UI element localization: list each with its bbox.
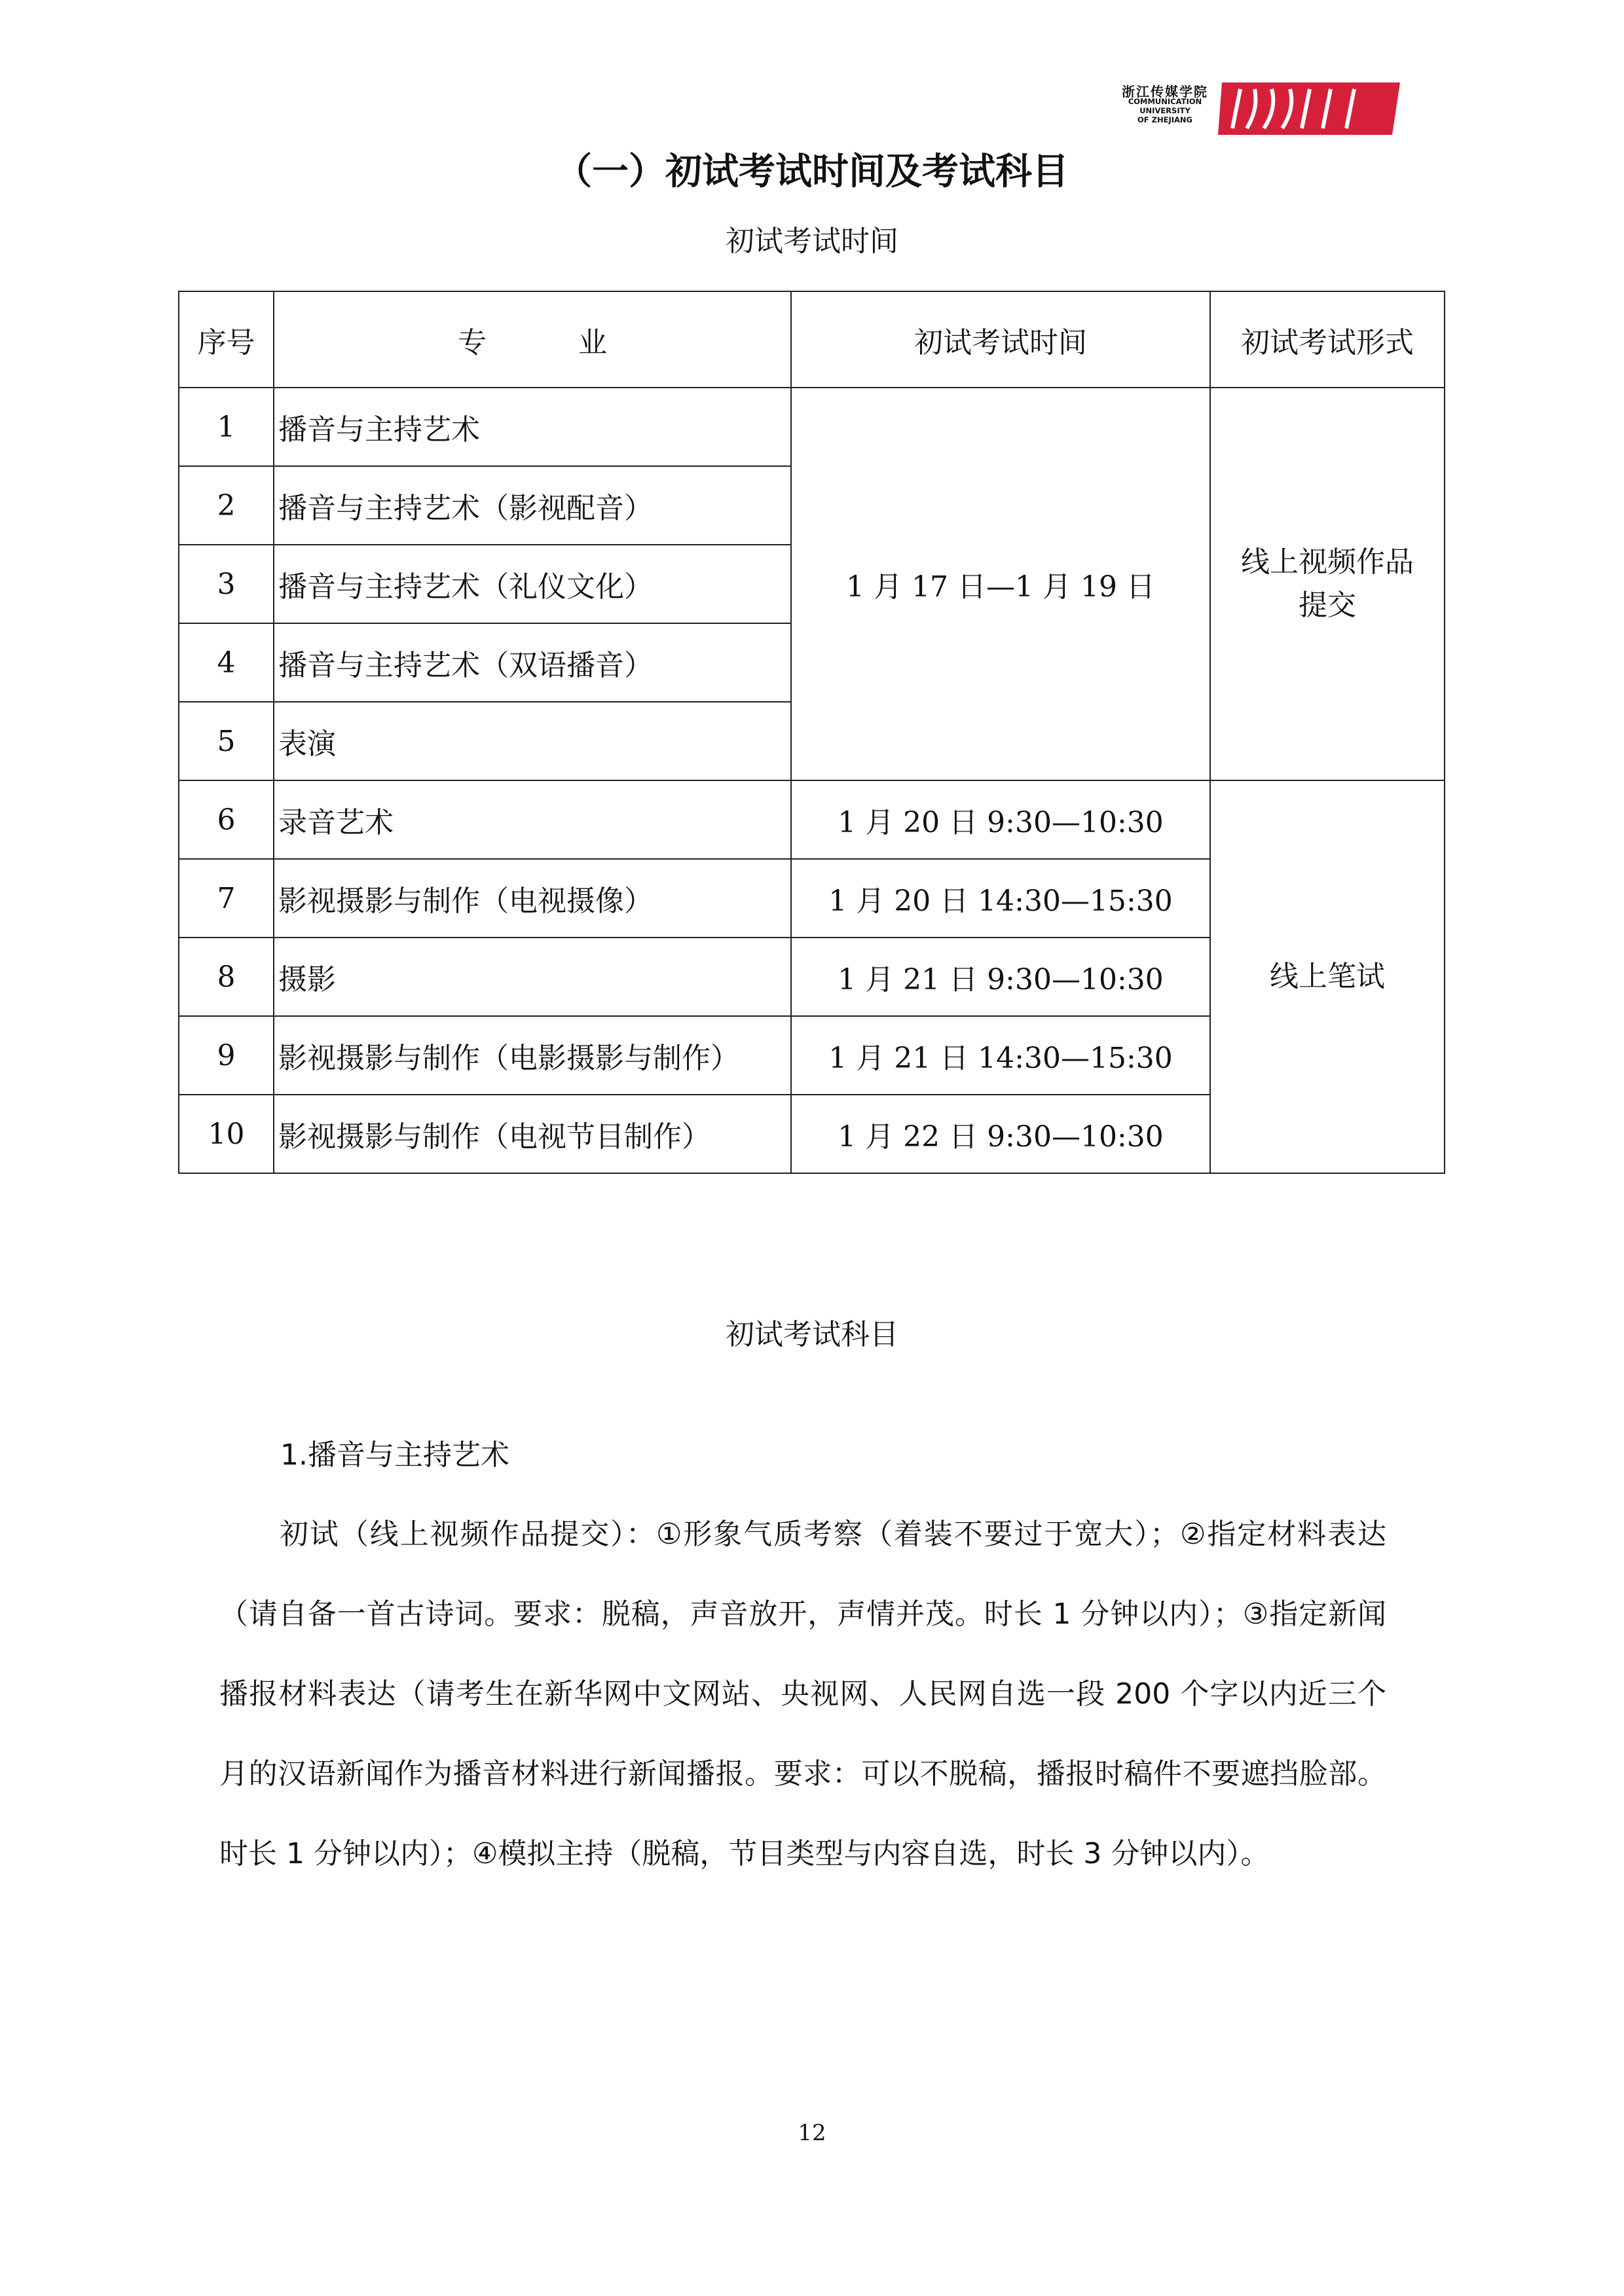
row-major: 摄影 [274, 938, 791, 1016]
exam-schedule-table [178, 291, 1445, 1174]
row-time: 1 月 21 日 9:30—10:30 [791, 938, 1210, 1016]
form-line: 线上视频作品 [1241, 545, 1414, 579]
row-no: 7 [179, 859, 274, 938]
table-row [179, 780, 1445, 859]
row-time-merged: 1 月 17 日—1 月 19 日 [791, 388, 1210, 780]
row-form-online-written: 线上笔试 [1210, 780, 1445, 1173]
logo-mark-icon [1218, 82, 1400, 135]
page-number: 12 [798, 2120, 826, 2146]
header-major-part: 专 [458, 325, 487, 359]
logo-name-en-line: UNIVERSITY [1139, 106, 1190, 115]
row-major: 表演 [274, 702, 791, 780]
logo-name-cn: 浙江传媒学院 [1122, 84, 1208, 100]
row-major: 播音与主持艺术（影视配音） [274, 466, 791, 545]
row-no: 6 [179, 780, 274, 859]
table-header-row [179, 291, 1445, 388]
section-paragraph: 初试（线上视频作品提交）：①形象气质考察（着装不要过于宽大）；②指定材料表达（请自备一首古诗词。要求：脱稿，声音放开，声情并茂。时长 1 分钟以内）；③指定新闻播报材料表达（请考生在新华网中文网站、央视网、人民网自选一段 200 个字以内近三个月的汉语新闻作为播音材料进行新闻播报。要求：可以不脱稿，播报时稿件不要遮挡脸部。时长 1 分钟以内）；④模拟主持（脱稿，节目类型与内容自选，时长 3 分钟以内）。 [219, 1518, 1386, 1870]
row-no: 1 [179, 388, 274, 466]
subjects-title: 初试考试科目 [726, 1318, 898, 1351]
row-time: 1 月 20 日 9:30—10:30 [791, 780, 1210, 859]
row-form-online-video [1210, 388, 1445, 780]
row-major: 影视摄影与制作（电视摄像） [274, 859, 791, 938]
row-major: 影视摄影与制作（电影摄影与制作） [274, 1016, 791, 1095]
schedule-title: 初试考试时间 [726, 225, 898, 258]
header-no: 序号 [179, 291, 274, 388]
row-time: 1 月 20 日 14:30—15:30 [791, 859, 1210, 938]
form-line: 提交 [1299, 589, 1356, 622]
row-no: 2 [179, 466, 274, 545]
row-no: 5 [179, 702, 274, 780]
row-time: 1 月 22 日 9:30—10:30 [791, 1095, 1210, 1173]
row-major: 录音艺术 [274, 780, 791, 859]
section-item-title: 1.播音与主持艺术 [280, 1438, 509, 1472]
row-no: 4 [179, 623, 274, 702]
row-no: 10 [179, 1095, 274, 1173]
row-no: 9 [179, 1016, 274, 1095]
row-major: 影视摄影与制作（电视节目制作） [274, 1095, 791, 1173]
row-major: 播音与主持艺术 [274, 388, 791, 466]
logo-name-en-line: OF ZHEJIANG [1137, 115, 1192, 124]
row-major: 播音与主持艺术（双语播音） [274, 623, 791, 702]
header-exam-time: 初试考试时间 [791, 291, 1210, 388]
header-major-part: 业 [578, 325, 607, 359]
university-logo [1113, 77, 1401, 137]
row-no: 3 [179, 545, 274, 623]
row-major: 播音与主持艺术（礼仪文化） [274, 545, 791, 623]
header-major [274, 291, 791, 388]
logo-name-en [1113, 97, 1217, 124]
header-exam-form: 初试考试形式 [1210, 291, 1445, 388]
logo-name-en-line: COMMUNICATION [1128, 97, 1202, 106]
row-no: 8 [179, 938, 274, 1016]
table-row [179, 388, 1445, 466]
row-time: 1 月 21 日 14:30—15:30 [791, 1016, 1210, 1095]
page-heading: （一）初试考试时间及考试科目 [555, 151, 1069, 193]
